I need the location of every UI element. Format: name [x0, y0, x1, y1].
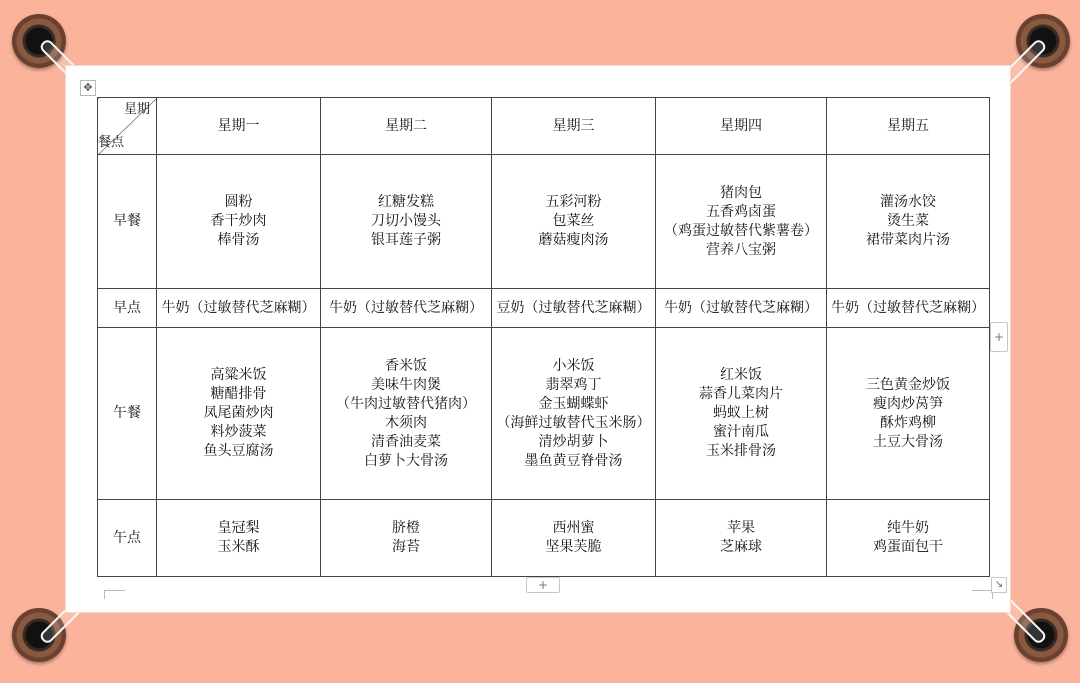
dish-item: 鱼头豆腐汤	[203, 443, 274, 459]
table-move-handle[interactable]	[80, 80, 96, 96]
corner-label-meal: 餐点	[98, 135, 125, 150]
dish-item: 棒骨汤	[217, 232, 260, 248]
dish-item: 坚果芙脆	[545, 539, 602, 555]
corner-header-cell	[98, 98, 157, 155]
dish-item: 灌汤水饺	[880, 194, 936, 210]
dish-item: 料炒菠菜	[210, 424, 267, 440]
dish-item: 五彩河粉	[545, 194, 602, 210]
meal-label: 早点	[113, 299, 141, 316]
day-label: 星期五	[887, 117, 929, 134]
dish-item: 瘦肉炒莴笋	[873, 395, 943, 412]
dish-item: 清香油麦菜	[371, 433, 441, 450]
dish-item: 蚂蚁上树	[713, 405, 769, 421]
menu-cell	[492, 155, 656, 289]
resize-icon: ↘	[994, 579, 1004, 590]
margin-mark	[972, 590, 993, 599]
day-header	[492, 98, 656, 155]
dish-item: 纯牛奶	[887, 520, 929, 536]
dish-item: 西州蜜	[552, 520, 595, 536]
dish-item: 牛奶（过敏替代芝麻糊）	[161, 299, 316, 316]
menu-cell	[827, 328, 990, 500]
day-label: 星期一	[217, 117, 260, 134]
dish-item: 脐橙	[392, 520, 420, 536]
meal-label: 午点	[113, 529, 141, 546]
dish-item: 白萝卜大骨汤	[364, 452, 448, 469]
day-header	[656, 98, 827, 155]
day-header	[827, 98, 990, 155]
meal-label-cell	[98, 289, 157, 328]
menu-cell	[827, 500, 990, 577]
dish-item: 酥炸鸡柳	[880, 414, 936, 431]
dish-item: 芝麻球	[720, 539, 762, 555]
table-resize-handle[interactable]	[991, 577, 1007, 593]
meal-label-cell	[98, 328, 157, 500]
dish-item: 蘑菇瘦肉汤	[538, 232, 609, 248]
dish-item: 皇冠梨	[217, 520, 260, 536]
dish-item: 清炒胡萝卜	[538, 433, 609, 450]
dish-item: 三色黄金炒饭	[866, 376, 950, 393]
dish-item: 烫生菜	[887, 213, 929, 229]
add-row-button[interactable]: +	[526, 577, 560, 593]
dish-item: （海鲜过敏替代玉米肠）	[496, 414, 651, 431]
menu-cell	[656, 500, 827, 577]
menu-cell	[321, 289, 492, 328]
dish-item: 海苔	[392, 539, 420, 555]
dish-item: 高粱米饭	[210, 367, 267, 383]
menu-cell	[157, 155, 321, 289]
menu-cell	[656, 155, 827, 289]
dish-item: 银耳莲子粥	[371, 232, 441, 248]
dish-item: 裙带菜肉片汤	[866, 232, 950, 248]
meal-row-afternoon-snack	[98, 500, 990, 577]
menu-cell	[157, 328, 321, 500]
dish-item: 苹果	[727, 520, 755, 536]
dish-item: 包菜丝	[552, 213, 595, 229]
margin-mark	[104, 590, 125, 599]
dish-item: 蜜汁南瓜	[713, 424, 769, 440]
dish-item: 土豆大骨汤	[873, 433, 943, 450]
meal-label: 午餐	[113, 405, 141, 421]
menu-cell	[157, 500, 321, 577]
move-icon: ✥	[83, 81, 93, 94]
dish-item: 凤尾菌炒肉	[203, 405, 274, 421]
menu-cell	[321, 500, 492, 577]
weekly-menu-table	[97, 97, 990, 577]
dish-item: 鸡蛋面包干	[873, 539, 943, 555]
dish-item: 五香鸡卤蛋	[706, 203, 776, 220]
dish-item: 玉米排骨汤	[706, 443, 776, 459]
meal-row-morning-snack	[98, 289, 990, 328]
menu-cell	[321, 328, 492, 500]
dish-item: （牛肉过敏替代猪肉）	[336, 395, 476, 412]
dish-item: 红米饭	[720, 367, 762, 383]
meal-label-cell	[98, 500, 157, 577]
dish-item: 糖醋排骨	[210, 386, 267, 402]
dish-item: 豆奶（过敏替代芝麻糊）	[496, 299, 651, 316]
day-label: 星期二	[385, 117, 427, 134]
dish-item: 刀切小馒头	[371, 213, 441, 229]
day-header	[321, 98, 492, 155]
dish-item: 牛奶（过敏替代芝麻糊）	[329, 299, 483, 316]
dish-item: 翡翠鸡丁	[545, 376, 602, 393]
dish-item: 墨鱼黄豆脊骨汤	[524, 452, 623, 469]
dish-item: 玉米酥	[217, 539, 260, 555]
header-row	[98, 98, 990, 155]
dish-item: 木须肉	[385, 414, 427, 431]
day-label: 星期四	[720, 117, 762, 134]
dish-item: （鸡蛋过敏替代紫薯卷）	[664, 222, 818, 239]
dish-item: 金玉蝴蝶虾	[538, 395, 609, 412]
dish-item: 牛奶（过敏替代芝麻糊）	[664, 299, 818, 316]
corner-label-day: 星期	[123, 102, 150, 117]
dish-item: 猪肉包	[720, 184, 762, 201]
day-label: 星期三	[552, 117, 595, 134]
menu-cell	[827, 289, 990, 328]
menu-cell	[656, 328, 827, 500]
add-column-button[interactable]: +	[990, 322, 1008, 352]
dish-item: 营养八宝粥	[706, 241, 776, 258]
menu-cell	[492, 328, 656, 500]
dish-item: 美味牛肉煲	[371, 376, 441, 393]
meal-label: 早餐	[113, 213, 141, 229]
menu-cell	[656, 289, 827, 328]
dish-item: 蒜香儿菜肉片	[699, 386, 783, 402]
dish-item: 香干炒肉	[210, 213, 267, 229]
menu-cell	[492, 500, 656, 577]
dish-item: 小米饭	[552, 357, 595, 374]
menu-cell	[157, 289, 321, 328]
dish-item: 红糖发糕	[378, 194, 434, 210]
meal-label-cell	[98, 155, 157, 289]
dish-item: 牛奶（过敏替代芝麻糊）	[831, 299, 985, 316]
menu-cell	[827, 155, 990, 289]
meal-row-breakfast	[98, 155, 990, 289]
dish-item: 圆粉	[224, 194, 253, 210]
day-header	[157, 98, 321, 155]
meal-row-lunch	[98, 328, 990, 500]
menu-cell	[321, 155, 492, 289]
dish-item: 香米饭	[385, 357, 427, 374]
menu-cell	[492, 289, 656, 328]
